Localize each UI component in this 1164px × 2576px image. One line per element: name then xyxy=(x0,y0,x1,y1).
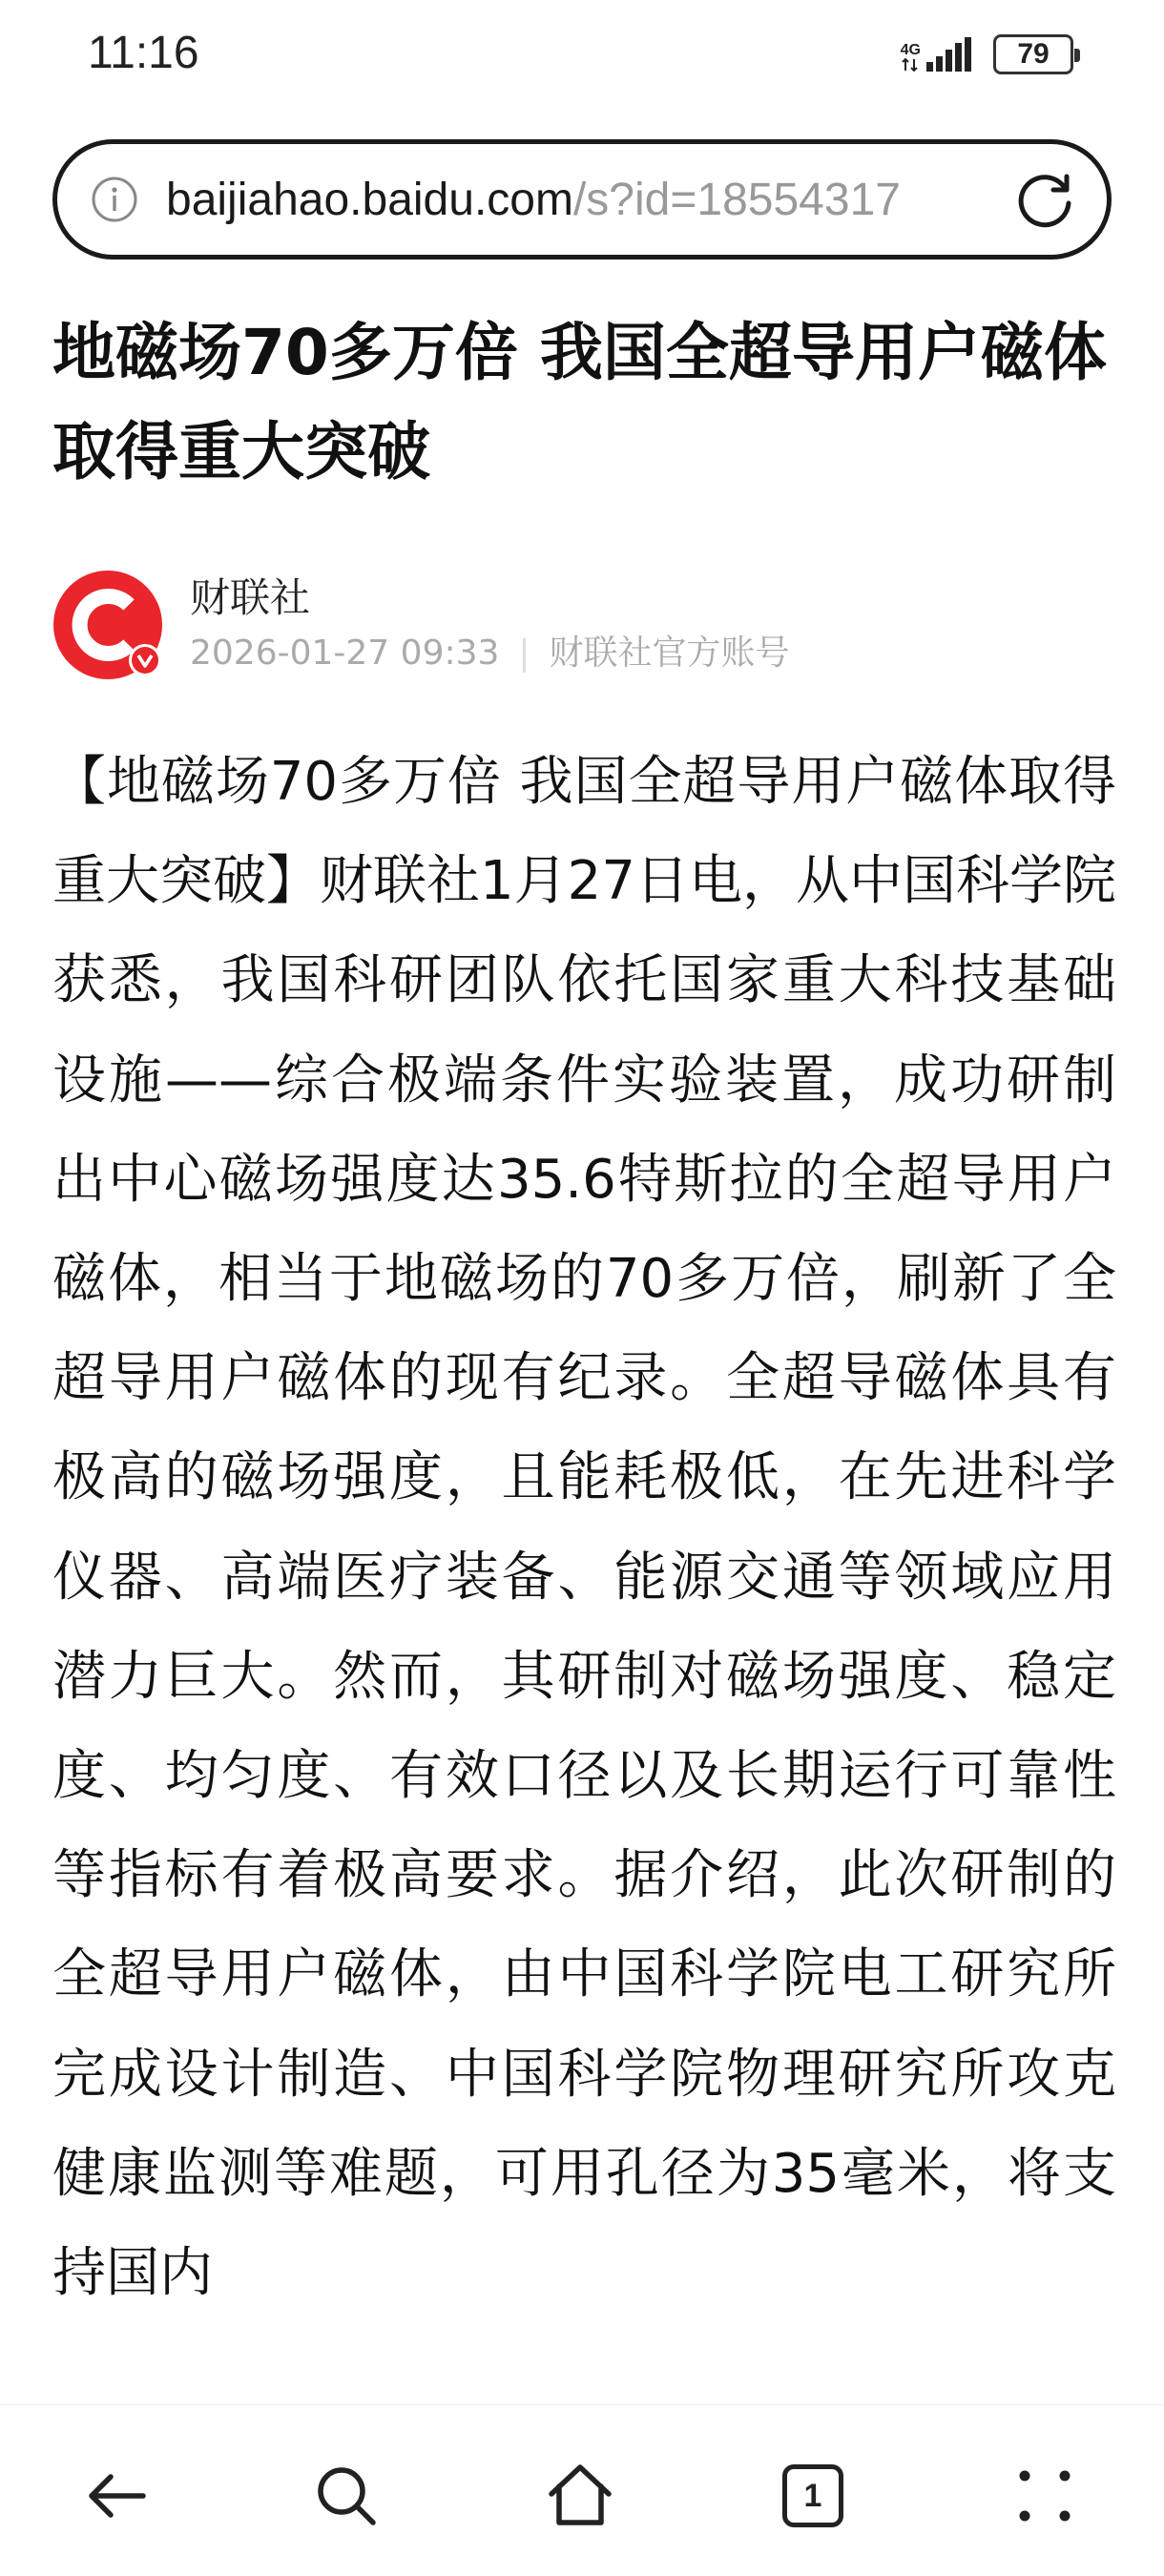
data-arrows-icon xyxy=(901,58,920,72)
status-time: 11:16 xyxy=(88,28,199,78)
separator: | xyxy=(518,634,530,673)
signal-icon xyxy=(926,37,974,72)
publish-datetime: 2026-01-27 09:33 xyxy=(190,634,500,673)
article-title: 地磁场70多万倍 我国全超导用户磁体取得重大突破 xyxy=(52,316,1107,488)
battery-level: 79 xyxy=(1017,38,1050,70)
url-host: baijiahao.baidu.com xyxy=(166,174,573,225)
tabs-button[interactable] xyxy=(770,2453,856,2539)
home-button[interactable] xyxy=(537,2453,623,2539)
article-body: 【地磁场70多万倍 我国全超导用户磁体取得重大突破】财联社1月27日电，从中国科学院获悉，我国科研团队依托国家重大科技基础设施——综合极端条件实验装置，成功研制出中心磁场强度达35.6特斯拉的全超导用户磁体，相当于地磁场的70多万倍，刷新了全超导用户磁体的现有纪录。全超导磁体具有极高的磁场强度，且能耗极低，在先进科学仪器、高端医疗装备、能源交通等领域应用潜力巨大。然而，其研制对磁场强度、稳定度、均匀度、有效口径以及长期运行可靠性等指标有着极高要求。据介绍，此次研制的全超导用户磁体，由中国科学院电工研究所完成设计制造、中国科学院物理研究所攻克健康监测等难题，可用孔径为35毫米，将支持国内 xyxy=(52,751,1116,2305)
tab-count: 1 xyxy=(803,2477,822,2514)
battery-icon xyxy=(993,34,1073,74)
back-button[interactable] xyxy=(73,2453,159,2539)
reload-icon[interactable] xyxy=(1013,167,1078,232)
back-arrow-icon xyxy=(80,2460,153,2532)
avatar[interactable] xyxy=(52,570,163,680)
network-type: 4G xyxy=(900,42,921,58)
author-subline xyxy=(190,630,790,677)
more-dots-icon xyxy=(1013,2464,1076,2527)
author-info xyxy=(52,568,790,682)
bottom-nav xyxy=(0,2404,1164,2576)
tabs-icon xyxy=(782,2464,843,2527)
home-icon xyxy=(542,2458,618,2534)
url-path: /s?id=18554317 xyxy=(572,174,901,225)
author-name[interactable]: 财联社 xyxy=(190,574,311,621)
account-type: 财联社官方账号 xyxy=(549,634,790,673)
status-icons xyxy=(901,34,1073,74)
info-icon[interactable] xyxy=(90,175,139,224)
search-icon xyxy=(310,2460,383,2532)
address-bar[interactable] xyxy=(52,139,1112,260)
status-bar xyxy=(0,0,1164,114)
search-button[interactable] xyxy=(303,2453,389,2539)
cls-logo-icon xyxy=(52,570,163,680)
menu-button[interactable] xyxy=(1002,2453,1088,2539)
network-indicator xyxy=(901,37,974,72)
url-text[interactable] xyxy=(166,174,1000,226)
author-meta xyxy=(190,572,790,677)
